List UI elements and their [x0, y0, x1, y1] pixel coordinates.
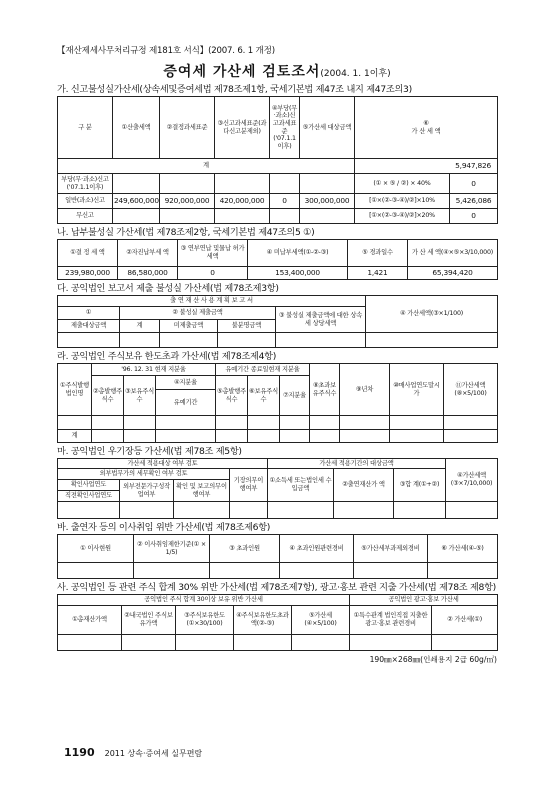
col-penalty — [355, 97, 498, 159]
col-penalty-label: ④가산세액 — [457, 472, 486, 480]
col-penalty-ads: ② 가산세(①) — [432, 606, 498, 635]
col-held-shares-end: ⑥보유주식수 — [248, 376, 280, 416]
cell — [215, 209, 270, 224]
col-contributed-asset: ②출연재산가 액 — [334, 469, 394, 502]
penalty-formula: [①×(②-③-④)/②]×20% — [355, 209, 450, 224]
value-decided-tax: 239,980,000 — [58, 267, 118, 280]
group-1996: '96. 12. 31 현재 지분율 — [92, 364, 216, 376]
group-stock-limit: 공익법인 주식 합계 30이상 보유 위반 가산세 — [58, 595, 350, 606]
col-excess: ③ 초과인원 — [210, 535, 280, 563]
row-label: 무신고 — [58, 209, 113, 224]
sub-external-review: 외부법무가의 세무확인 여부 검토 — [58, 469, 230, 480]
col-excluded-cost: ⑤가산세부과제외경비 — [354, 535, 428, 563]
cell — [270, 209, 300, 224]
title-text: 증여세 가산세 검토조서 — [163, 64, 321, 80]
col-penalty-formula: (③×7/10,000) — [450, 480, 493, 487]
col-limit: ② 이사취임제한기준(① × 1/5) — [134, 535, 210, 563]
col-self-paid: ②자진납부세 액 — [118, 240, 178, 267]
col-target-no: ① — [58, 307, 120, 320]
col-days: ⑤ 경과일수 — [348, 240, 408, 267]
col-penalty: ④ 가산세액(③×1/100) — [366, 296, 498, 333]
col-penalty: 가 산 세 액(④×⑤×3/10,000) — [408, 240, 498, 267]
section-ma-heading: 마. 공익법인 우기장등 가산세(법 제78조 제5항) — [57, 446, 242, 457]
section-da-heading: 다. 공익법인 보고서 제출 불성실 가산세(법 제78조제3항) — [57, 283, 279, 294]
group-grace-end: 유예기간 종료일현재 지분율 — [216, 364, 310, 376]
col-ad-expense: ①특수관계 법인직접 지출한 광고·홍보 관련경비 — [350, 606, 432, 635]
total-label: 계 — [58, 430, 92, 443]
cell — [113, 209, 160, 224]
cell — [270, 174, 300, 194]
section-na-table — [57, 239, 498, 280]
total-label: 계 — [58, 159, 355, 174]
col-not-submitted: 미제출금액 — [160, 320, 218, 333]
cell — [160, 209, 215, 224]
penalty-value: 5,426,086 — [450, 194, 498, 209]
value-self-paid: 86,580,000 — [118, 267, 178, 280]
col-confirm-year: 확인사업연도 — [58, 480, 120, 491]
section-ba-table — [57, 534, 498, 579]
col-target-amount: ⑤가산세 대상금액 — [300, 97, 355, 159]
col-report-duty: 확인 및 보고의무이행여부 — [174, 480, 230, 502]
cell — [215, 174, 270, 194]
col-ratio-end: ⑦지분율 — [280, 376, 310, 416]
col-total-shares-end: ⑤총발행주식수 — [216, 376, 248, 416]
col-target-label: 제출대상금액 — [58, 320, 120, 333]
col-grace-period: 유예기간 — [156, 390, 216, 416]
col-sum: ③합 계(①+②) — [394, 469, 446, 502]
paper-spec: 190㎜×268㎜(인쇄용지 2급 60g/㎡) — [369, 655, 497, 664]
col-domestic-stocks: ②내국법인 주식보유가액 — [122, 606, 176, 635]
cell — [300, 174, 355, 194]
penalty-formula: [①×(②-③-④)/②]×10% — [355, 194, 450, 209]
col-year-no: ⑨년차 — [340, 364, 390, 416]
section-ga-heading: 가. 신고불성실가산세(상속세및증여세법 제78조제1항, 국세기본법 제47조 내지 제47조의3) — [57, 84, 412, 95]
section-ba-heading: 바. 출연자 등의 이사취임 위반 가산세(법 제78조제6항) — [57, 522, 271, 533]
col-penalty-formula: (⑧×5/100) — [454, 389, 487, 397]
cell: 420,000,000 — [215, 194, 270, 209]
section-na-heading: 나. 납부불성실 가산세(법 제78조제2항, 국세기본법 제47조의5 ①) — [57, 227, 315, 238]
total-value: 5,947,826 — [355, 159, 498, 174]
cell: 920,000,000 — [160, 194, 215, 209]
col-penalty: ⑥ 가산세(④-⑤) — [428, 535, 498, 563]
col-fraud-base: ④부당(무·과소)신고과세표준('07.1.1이후) — [270, 97, 300, 159]
col-gubun: 구 분 — [58, 97, 113, 159]
col-excess-shares: ⑧초과보유주식수 — [310, 364, 340, 416]
section-sa-table — [57, 594, 498, 651]
group-amounts: 가산세 적용기간의 대상금액 — [268, 459, 446, 469]
col-bad-report: ② 불성실 제출금액 — [120, 307, 276, 320]
report-group: 출 연 재 산 사 용 계 획 보 고 서 — [58, 296, 366, 307]
title-date: (2004. 1. 1이후) — [320, 69, 391, 79]
book-title: 2011 상속·증여세 실무편람 — [104, 749, 203, 758]
col-penalty-stocks: ⑤가산세(④×5/100) — [292, 606, 350, 635]
col-excess-cost: ④ 초과인원관련경비 — [280, 535, 354, 563]
value-unpaid: 153,400,000 — [248, 267, 348, 280]
col-issuer: ①주식발행법인명 — [58, 364, 92, 416]
col-stock-limit: ③주식보유한도(①×30/100) — [176, 606, 234, 635]
col-expert-team: 외부전문가구성작업여부 — [120, 480, 174, 502]
cell — [113, 174, 160, 194]
col-penalty — [446, 459, 498, 502]
cell — [160, 174, 215, 194]
col-year-end-value: ⑩매사업연도말시가 — [390, 364, 444, 416]
cell: 300,000,000 — [300, 194, 355, 209]
section-ma-table — [57, 458, 498, 519]
group-advertising: 공익법인 광고·홍보 가산세 — [350, 595, 498, 606]
row-label: 일반(과소)신고 — [58, 194, 113, 209]
col-penalty — [444, 364, 498, 416]
col-inheritance-equiv: ③ 불성실 제출금액에 대한 상속세 상당세액 — [276, 307, 366, 333]
col-limit-excess: ④주식보유한도초과액(②-③) — [234, 606, 292, 635]
section-ra-heading: 라. 공익법인 주식보유 한도초과 가산세(법 제78조제4항) — [57, 351, 277, 362]
col-total-shares-1996: ②총발행주식수 — [92, 376, 124, 416]
penalty-value: 0 — [450, 174, 498, 194]
section-sa-heading: 사. 공익법인 등 관련 주식 합계 30% 위반 가산세(법 제78조제7항), 광고·홍보 관련 지출 가산세(법 제78조 제8항) — [57, 582, 496, 593]
col-reported-base: ③신고과세표준(과다신고분제외) — [215, 97, 270, 159]
value-installment: 0 — [178, 267, 248, 280]
cell — [300, 209, 355, 224]
col-bad-total: 계 — [120, 320, 160, 333]
section-ga-table — [57, 96, 498, 224]
penalty-value: 0 — [450, 209, 498, 224]
form-page — [57, 44, 497, 665]
page-number: 1190 — [64, 746, 95, 759]
col-decided-base: ②결정과세표준 — [160, 97, 215, 159]
col-penalty-label: 가 산 세 액 — [411, 127, 441, 135]
col-calculated-tax: ①산출세액 — [113, 97, 160, 159]
col-prev-confirm-year: 직전확인사업연도 — [58, 491, 120, 502]
section-da-table — [57, 295, 498, 348]
value-days: 1,421 — [348, 267, 408, 280]
col-total-assets: ①총재산가액 — [58, 606, 122, 635]
form-reference-note: 【재산제세사무처리규정 제181호 서식】(2007. 6. 1 개정) — [57, 46, 275, 56]
cell: 249,600,000 — [113, 194, 160, 209]
col-penalty-label: ⑪가산세액 — [455, 381, 486, 389]
value-penalty: 65,394,420 — [408, 267, 498, 280]
col-ratio-1996: ④지분율 — [156, 376, 216, 390]
group-applicability: 가산세 적용대상 여부 검토 — [58, 459, 268, 469]
row-label: 부당(무·과소)신고('07.1.1이후) — [58, 174, 113, 194]
section-ra-table — [57, 363, 498, 443]
page-footer — [64, 746, 202, 759]
col-directors: ① 이사현원 — [58, 535, 134, 563]
col-decided-tax: ①결 정 세 액 — [58, 240, 118, 267]
col-income-amount: ①소득세 또는법인세 수입금액 — [268, 469, 334, 502]
penalty-formula: (① × ⑤ / ②) × 40% — [355, 174, 450, 194]
page-title — [57, 61, 497, 81]
col-unclear: 불분명금액 — [218, 320, 276, 333]
cell: 0 — [270, 194, 300, 209]
col-penalty-no: ⑥ — [423, 119, 429, 127]
col-unpaid: ④ 미납부세액(①-②-③) — [248, 240, 348, 267]
col-installment: ③ 연부연납 및물납 허가세액 — [178, 240, 248, 267]
col-bookkeeping: 기장의무이행여부 — [230, 469, 268, 502]
col-held-shares-1996: ③보유주식수 — [124, 376, 156, 416]
